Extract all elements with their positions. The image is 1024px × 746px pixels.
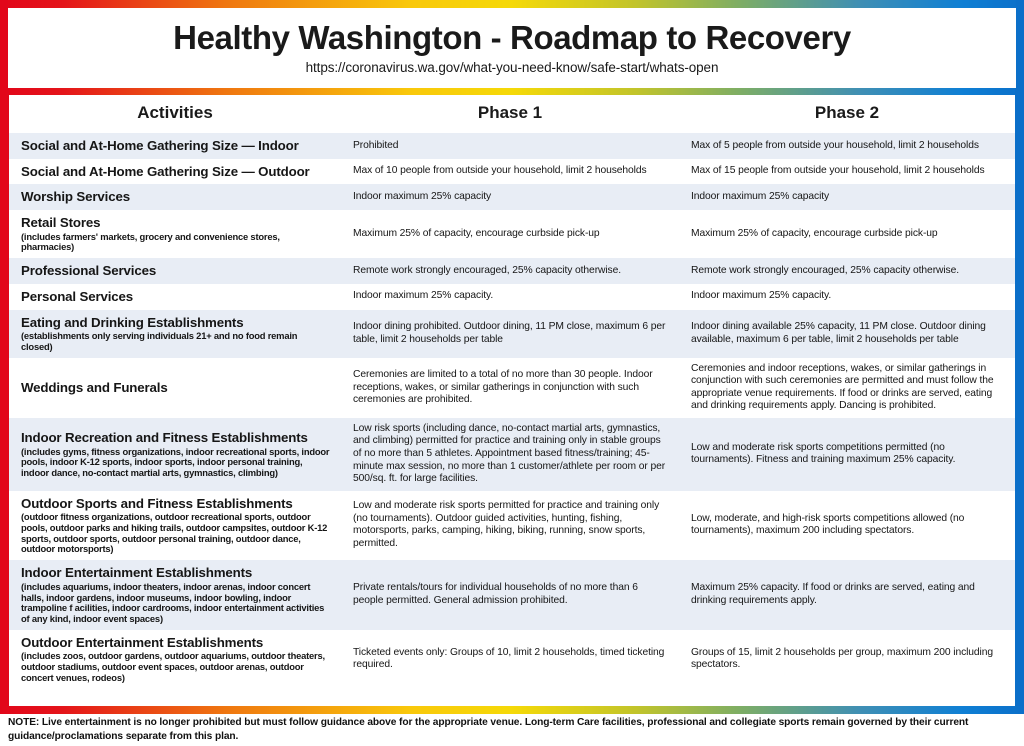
phase-1-text: Ticketed events only: Groups of 10, limit 2 households, timed ticketing required. (353, 646, 665, 671)
cell-phase-1 (341, 284, 679, 310)
activity-note: (includes gyms, fitness organizations, indoor recreational sports, indoor pools, indoor K-12 sports, indoor sports, indoor personal training, indoor dance, no-contact martial arts, gymnastics, climbing) (21, 445, 330, 478)
table-row (9, 133, 1015, 159)
frame-edge-right-top (1016, 0, 1024, 95)
roadmap-table-wrapper (9, 95, 1015, 706)
table-header-row (9, 95, 1015, 133)
cell-activity (9, 491, 341, 561)
cell-activity (9, 159, 341, 185)
table-row (9, 491, 1015, 561)
phase-2-text: Indoor dining available 25% capacity, 11 PM close. Outdoor dining available, maximum 6 per table, limit 2 households per table (691, 321, 986, 345)
activity-title: Social and At-Home Gathering Size — Outdoor (21, 163, 310, 179)
table-header (9, 95, 1015, 133)
cell-phase-2 (679, 133, 1015, 159)
phase-1-text: Low and moderate risk sports permitted for practice and training only (no tournaments). Outdoor guided activities, hunting, fishing, motorsports, parks, camping, hiking, biking, running, snow sports, permitted. (353, 500, 660, 549)
cell-phase-1 (341, 159, 679, 185)
phase-2-text: Max of 5 people from outside your household, limit 2 households (691, 139, 979, 151)
gradient-bar-middle (0, 88, 1024, 95)
phase-1-text: Low risk sports (including dance, no-contact martial arts, gymnastics, and climbing) permitted for practice and training only in stable groups of no more than 5 athletes. Appointment based fitness/training; 45-minute max session, no more than 1 customer/athlete per room or per 500/sq. ft. for large facilities. (353, 422, 666, 485)
cell-phase-2 (679, 560, 1015, 630)
activity-title: Indoor Entertainment Establishments (21, 565, 253, 581)
phase-1-text: Private rentals/tours for individual households of no more than 6 people permitted. General admission prohibited. (353, 582, 638, 606)
column-header-phase-1: Phase 1 (341, 95, 679, 133)
phase-2-text: Low, moderate, and high-risk sports competitions allowed (no tournaments), maximum 200 including spectators. (691, 512, 965, 537)
cell-activity (9, 560, 341, 630)
activity-note: (includes zoos, outdoor gardens, outdoor aquariums, outdoor theaters, outdoor stadiums, outdoor event spaces, outdoor arenas, outdoor concert venues, rodeos) (21, 650, 325, 683)
table-row (9, 159, 1015, 185)
phase-1-text: Indoor dining prohibited. Outdoor dining, 11 PM close, maximum 6 per table, limit 2 households per table (353, 321, 666, 345)
page-title: Healthy Washington - Roadmap to Recovery (173, 19, 851, 57)
phase-1-text: Max of 10 people from outside your household, limit 2 households (353, 165, 647, 177)
roadmap-table (9, 95, 1015, 689)
activity-title: Outdoor Entertainment Establishments (21, 634, 264, 650)
activity-note: (includes farmers' markets, grocery and convenience stores, pharmacies) (21, 230, 280, 253)
activity-title: Outdoor Sports and Fitness Establishments (21, 495, 293, 511)
cell-phase-1 (341, 258, 679, 284)
cell-phase-2 (679, 210, 1015, 258)
phase-2-text: Ceremonies and indoor receptions, wakes, or similar gatherings in conjunction with such ceremonies are permitted and must follow the appropriate venue requirements. If food or drinks are served, eating and drinking requirements apply. Dancing is prohibited. (691, 362, 994, 412)
column-header-activities: Activities (9, 95, 341, 133)
cell-activity (9, 258, 341, 284)
cell-phase-1 (341, 210, 679, 258)
cell-activity (9, 630, 341, 689)
table-row (9, 210, 1015, 258)
phase-2-text: Groups of 15, limit 2 households per group, maximum 200 including spectators. (691, 646, 993, 671)
cell-phase-1 (341, 418, 679, 491)
cell-phase-2 (679, 310, 1015, 358)
table-body (9, 133, 1015, 689)
page-url: https://coronavirus.wa.gov/what-you-need-know/safe-start/whats-open (305, 59, 719, 75)
cell-phase-1 (341, 184, 679, 210)
activity-note: (establishments only serving individuals 21+ and no food remain closed) (21, 330, 298, 352)
title-band (8, 8, 1016, 88)
phase-1-text: Remote work strongly encouraged, 25% capacity otherwise. (353, 264, 621, 276)
phase-2-text: Low and moderate risk sports competitions permitted (no tournaments). Fitness and training maximum 25% capacity. (691, 441, 956, 466)
cell-phase-2 (679, 630, 1015, 689)
phase-2-text: Max of 15 people from outside your household, limit 2 households (691, 165, 985, 177)
cell-phase-2 (679, 258, 1015, 284)
table-row (9, 310, 1015, 358)
phase-1-text: Indoor maximum 25% capacity (353, 190, 492, 202)
cell-activity (9, 358, 341, 418)
cell-activity (9, 184, 341, 210)
frame-edge-left-top (0, 0, 8, 95)
activity-title: Weddings and Funerals (21, 379, 168, 395)
cell-phase-2 (679, 159, 1015, 185)
phase-2-text: Indoor maximum 25% capacity (691, 190, 830, 202)
table-row (9, 358, 1015, 418)
cell-phase-2 (679, 358, 1015, 418)
cell-activity (9, 284, 341, 310)
cell-activity (9, 133, 341, 159)
table-row (9, 630, 1015, 689)
phase-2-text: Remote work strongly encouraged, 25% capacity otherwise. (691, 264, 959, 276)
activity-note: (includes aquariums, indoor theaters, indoor arenas, indoor concert halls, indoor gardens, indoor museums, indoor bowling, indoor trampoline f acilities, indoor cardrooms, indoor entertainment activities of any kind, indoor event spaces) (21, 580, 325, 625)
phase-2-text: Maximum 25% of capacity, encourage curbside pick-up (691, 227, 938, 239)
activity-title: Retail Stores (21, 215, 101, 231)
cell-activity (9, 210, 341, 258)
gradient-bar-top (0, 0, 1024, 8)
table-row (9, 184, 1015, 210)
cell-phase-2 (679, 184, 1015, 210)
cell-phase-1 (341, 358, 679, 418)
activity-title: Worship Services (21, 189, 130, 205)
table-row (9, 258, 1015, 284)
phase-1-text: Prohibited (353, 139, 399, 151)
phase-1-text: Maximum 25% of capacity, encourage curbside pick-up (353, 227, 600, 239)
activity-note: (outdoor fitness organizations, outdoor recreational sports, outdoor pools, outdoor parks and hiking trails, outdoor campsites, outdoor K-12 sports, outdoor sports, outdoor personal training, outdoor dance, outdoor motorsports) (21, 511, 328, 555)
cell-phase-2 (679, 284, 1015, 310)
cell-phase-1 (341, 560, 679, 630)
cell-phase-1 (341, 310, 679, 358)
phase-2-text: Indoor maximum 25% capacity. (691, 290, 832, 302)
phase-1-text: Indoor maximum 25% capacity. (353, 290, 494, 302)
frame-edge-right-body (1015, 88, 1024, 713)
column-header-phase-2: Phase 2 (679, 95, 1015, 133)
cell-phase-2 (679, 491, 1015, 561)
gradient-bar-bottom (0, 706, 1024, 714)
activity-title: Personal Services (21, 288, 134, 304)
footer-note: NOTE: Live entertainment is no longer prohibited but must follow guidance above for the appropriate venue. Long-term Care facilities, professional and collegiate sports remain governed by their current guidance/proclamations separate from this plan. (8, 717, 969, 743)
activity-title: Indoor Recreation and Fitness Establishments (21, 429, 308, 445)
cell-phase-1 (341, 491, 679, 561)
phase-1-text: Ceremonies are limited to a total of no more than 30 people. Indoor receptions, wakes, or similar gatherings in conjunction with such ceremonies are prohibited. (353, 368, 653, 406)
activity-title: Social and At-Home Gathering Size — Indoor (21, 138, 299, 153)
frame-edge-left-body (0, 88, 9, 713)
cell-phase-2 (679, 418, 1015, 491)
cell-phase-1 (341, 133, 679, 159)
table-row (9, 560, 1015, 630)
table-row (9, 418, 1015, 491)
table-row (9, 284, 1015, 310)
cell-activity (9, 310, 341, 358)
phase-2-text: Maximum 25% capacity. If food or drinks are served, eating and drinking requirements apply. (691, 582, 975, 606)
cell-activity (9, 418, 341, 491)
cell-phase-1 (341, 630, 679, 689)
activity-title: Eating and Drinking Establishments (21, 314, 244, 330)
activity-title: Professional Services (21, 263, 157, 279)
